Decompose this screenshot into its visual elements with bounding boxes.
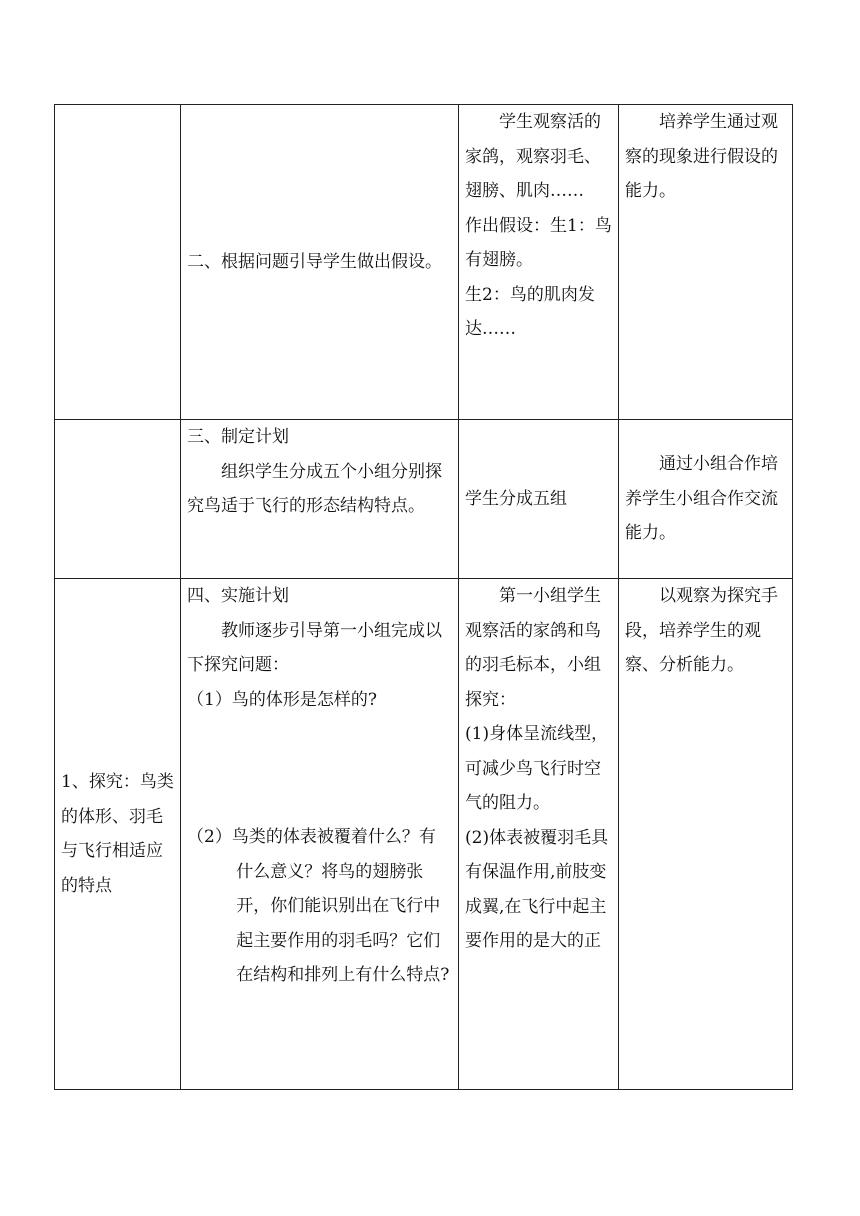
- stage-cell: [55, 420, 181, 579]
- teacher-heading: 三、制定计划: [187, 427, 289, 447]
- stage-cell: [55, 579, 181, 1090]
- lesson-plan-table: [54, 104, 793, 1090]
- student-activity-cell: [459, 579, 619, 1090]
- table-row: [55, 579, 793, 1090]
- teacher-activity-cell: [181, 579, 459, 1090]
- student-text: 学生观察活的家鸽，观察羽毛、翅膀、肌肉……: [465, 112, 601, 201]
- student-activity-cell: [459, 105, 619, 420]
- teacher-text: 组织学生分成五个小组分别探究鸟适于飞行的形态结构特点。: [187, 461, 442, 516]
- teacher-activity-cell: [181, 420, 459, 579]
- teacher-text: 教师逐步引导第一小组完成以下探究问题：: [187, 620, 442, 675]
- design-intent-cell: [619, 420, 793, 579]
- intent-text: 通过小组合作培养学生小组合作交流能力。: [625, 454, 778, 544]
- design-intent-cell: [619, 579, 793, 1090]
- student-text: (2)体表被覆羽毛具有保温作用,前肢变成翼,在飞行中起主要作用的是大的正: [465, 827, 609, 951]
- student-text: 生2：鸟的肌肉发达……: [465, 284, 595, 339]
- question-1: （1）鸟的体形是怎样的?: [187, 689, 377, 710]
- stage-cell: [55, 105, 181, 420]
- question-2: （2）鸟类的体表被覆着什么？有什么意义？将鸟的翅膀张开，你们能识别出在飞行中起主要作用的羽毛吗？它们在结构和排列上有什么特点?: [187, 827, 450, 985]
- student-text: (1)身体呈流线型，可减少鸟飞行时空气的阻力。: [465, 724, 609, 813]
- design-intent-cell: [619, 105, 793, 420]
- intent-text: 以观察为探究手段，培养学生的观察、分析能力。: [625, 586, 778, 675]
- table-row: [55, 105, 793, 420]
- student-text: 学生分成五组: [465, 488, 567, 509]
- teacher-heading: 四、实施计划: [187, 586, 289, 606]
- student-activity-cell: [459, 420, 619, 579]
- teacher-activity-cell: [181, 105, 459, 420]
- student-text: 第一小组学生观察活的家鸽和鸟的羽毛标本，小组探究：: [465, 586, 601, 710]
- intent-text: 培养学生通过观察的现象进行假设的能力。: [625, 112, 778, 201]
- student-text: 作出假设：生1：鸟有翅膀。: [465, 215, 612, 270]
- teacher-text: 二、根据问题引导学生做出假设。: [187, 251, 442, 272]
- table-row: [55, 420, 793, 579]
- stage-text: 1、探究：鸟类的体形、羽毛与飞行相适应的特点: [61, 772, 174, 896]
